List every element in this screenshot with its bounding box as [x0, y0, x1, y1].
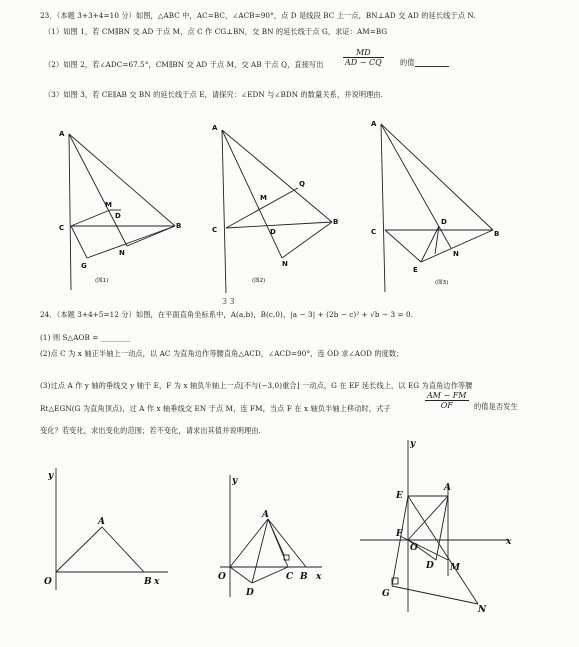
q23-part3: （3）如图 3，若 CE∥AB 交 BN 的延长线于点 E，请探究：∠EDN 与∠BDN 的数量关系，并说明理由.: [44, 90, 384, 99]
fig2-line-an: [222, 130, 282, 258]
q23-fraction-numerator: MD: [343, 48, 384, 58]
fig3-line-ac-ext: [381, 124, 385, 292]
figure-2: [208, 118, 338, 298]
fig1-label-m: M: [105, 201, 112, 209]
fig2-label-m: M: [260, 194, 267, 202]
fig2-line-ab: [222, 130, 332, 222]
fig2-label-n: N: [282, 260, 288, 268]
fig243-label-a: A: [444, 483, 451, 493]
fig3-line-ce: [385, 230, 421, 262]
fig241-label-y: y: [48, 471, 54, 481]
q23-fraction-denominator: AD − CQ: [345, 58, 382, 67]
q24-part3-line2-suffix: 的值是否发生: [474, 402, 518, 411]
fig242-label-d: D: [246, 588, 254, 598]
q24-fraction-numerator: AM − FM: [427, 391, 467, 400]
fig242-line-od: [230, 567, 252, 583]
fig3-line-an: [381, 124, 451, 248]
fig241-label-b: B: [144, 577, 152, 587]
fig3-label-n: N: [453, 250, 459, 258]
q23-part1: （1）如图 1，若 CM∥BN 交 AD 于点 M，点 C 作 CG⊥BN，交 BN 的延长线于点 G，求证：AM=BG: [44, 27, 388, 36]
fig242-label-a: A: [262, 510, 269, 520]
fig243-label-y: y: [410, 439, 416, 449]
figure-24-2: [210, 467, 335, 602]
fig243-line-eg: [392, 496, 408, 586]
fig243-label-d: D: [426, 561, 434, 571]
q23-part2-prefix: （2）如图 2，若∠ADC=67.5°，CM∥BN 交 AD 于点 M，交 AB 于点 Q，直接写出: [44, 60, 324, 69]
fig243-label-m: M: [450, 563, 460, 573]
fig243-label-f: F: [396, 529, 403, 539]
fig3-label-b: B: [494, 230, 500, 238]
fig1-line-cg: [71, 226, 87, 258]
fig1-line-ab: [69, 134, 175, 226]
fig243-label-x: x: [506, 537, 512, 547]
fig2-line-cb: [226, 222, 332, 228]
fig3-label-c: C: [371, 228, 377, 236]
fig3-label-e: E: [413, 266, 418, 274]
fig242-label-y: y: [232, 476, 238, 486]
fig243-line-oa: [408, 496, 448, 540]
figure-24-1: [40, 462, 170, 597]
fig2-line-bn: [282, 222, 332, 258]
q23-part2-suffix: [400, 58, 449, 67]
fig243-label-n: N: [478, 605, 487, 615]
fig243-label-o: O: [410, 543, 418, 553]
q24-part3-fraction: [425, 391, 469, 410]
q23-stem: 23．（本题 3+3+4=10 分）如图，△ABC 中，AC=BC，∠ACB=90°，点 D 是线段 BC 上一点，BN⊥AD 交 AD 的延长线于点 N.: [40, 11, 476, 20]
fig2-line-ac-ext: [222, 130, 226, 293]
fig242-line-dc: [252, 567, 288, 583]
figure-1: [55, 118, 185, 298]
fig242-line-aux: [268, 519, 284, 555]
fig1-line-bn: [127, 226, 175, 246]
q24-part3-line1: (3)过点 A 作 y 轴的垂线交 y 轴于 E，F 为 x 轴负半轴上一点[不与(−3,0)重合] 一动点，G 在 EF 延长线上，以 EG 为直角边作等腰: [40, 381, 473, 390]
fig2-caption: (图2): [252, 278, 266, 284]
q24-part3-line2-prefix: Rt△EGN(G 为直角顶点)，过 A 作 x 轴垂线交 EN 于点 M，连 FM，当点 F 在 x 轴负半轴上移动时，式子: [40, 404, 391, 413]
q24-part3-line3: 变化？若变化，求出变化的范围；若不变化，请求出其值并说明理由.: [40, 426, 262, 435]
fig1-label-d: D: [115, 212, 121, 220]
fig2-label-b: B: [333, 218, 339, 226]
fig243-line-gn: [392, 586, 478, 604]
fig241-label-o: O: [44, 577, 52, 587]
fig2-label-d: D: [270, 228, 276, 236]
q23-part2-suffix-text: 的值: [400, 58, 415, 67]
figure-3: [365, 112, 515, 297]
fig1-label-c: C: [59, 224, 65, 232]
fig241-label-a: A: [98, 517, 105, 527]
fig3-label-a: A: [371, 120, 377, 128]
fig1-label-n: N: [119, 249, 125, 257]
fig242-label-o: O: [218, 572, 226, 582]
fig243-label-e: E: [396, 491, 403, 501]
fig2-label-a: A: [212, 124, 218, 132]
figure-24-3: [360, 436, 535, 616]
fig3-caption: (图3): [435, 280, 449, 286]
fig1-line-bg: [87, 226, 175, 258]
fig241-label-x: x: [154, 577, 160, 587]
fig2-label-c: C: [212, 226, 218, 234]
fig242-label-b: B: [300, 572, 308, 582]
fig3-line-ab: [381, 124, 493, 230]
fig2-label-q: Q: [299, 180, 305, 188]
fig3-label-d: D: [441, 218, 447, 226]
fig242-label-x: x: [316, 572, 322, 582]
fig242-label-c: C: [286, 572, 294, 582]
q24-stem: 24．（本题 3+4+5=12 分）如图，在平面直角坐标系中，A(a,b)，B(c,0)，|a − 3| + (2b − c)² + √b − 3 = 0.: [40, 310, 414, 319]
q24-part1: (1) 则 S△AOB = ________: [40, 333, 131, 342]
fig241-line-oa: [56, 527, 102, 572]
q24-part2: (2)点 C 为 x 轴正半轴上一动点，以 AC 为直角边作等腰直角△ACD，∠ACD=90°，连 OD 求∠AOD 的度数；: [40, 349, 404, 358]
handwritten-mark: 3 3: [222, 297, 235, 306]
q23-part2-fraction: [343, 48, 384, 67]
fig1-label-a: A: [59, 130, 65, 138]
fig1-line-cm: [71, 210, 110, 226]
fig243-line-en: [408, 496, 478, 604]
fig243-label-g: G: [382, 589, 390, 599]
fig1-caption: (图1): [95, 278, 109, 284]
fig1-line-ac-ext: [69, 134, 71, 290]
fig1-line-an: [69, 134, 127, 246]
fig1-label-b: B: [176, 222, 182, 230]
q24-fraction-denominator: OF: [440, 401, 453, 410]
fig241-line-ab: [102, 527, 144, 572]
answer-blank: [415, 59, 449, 67]
fig243-line-ad: [436, 496, 448, 560]
fig1-label-g: G: [81, 262, 87, 270]
